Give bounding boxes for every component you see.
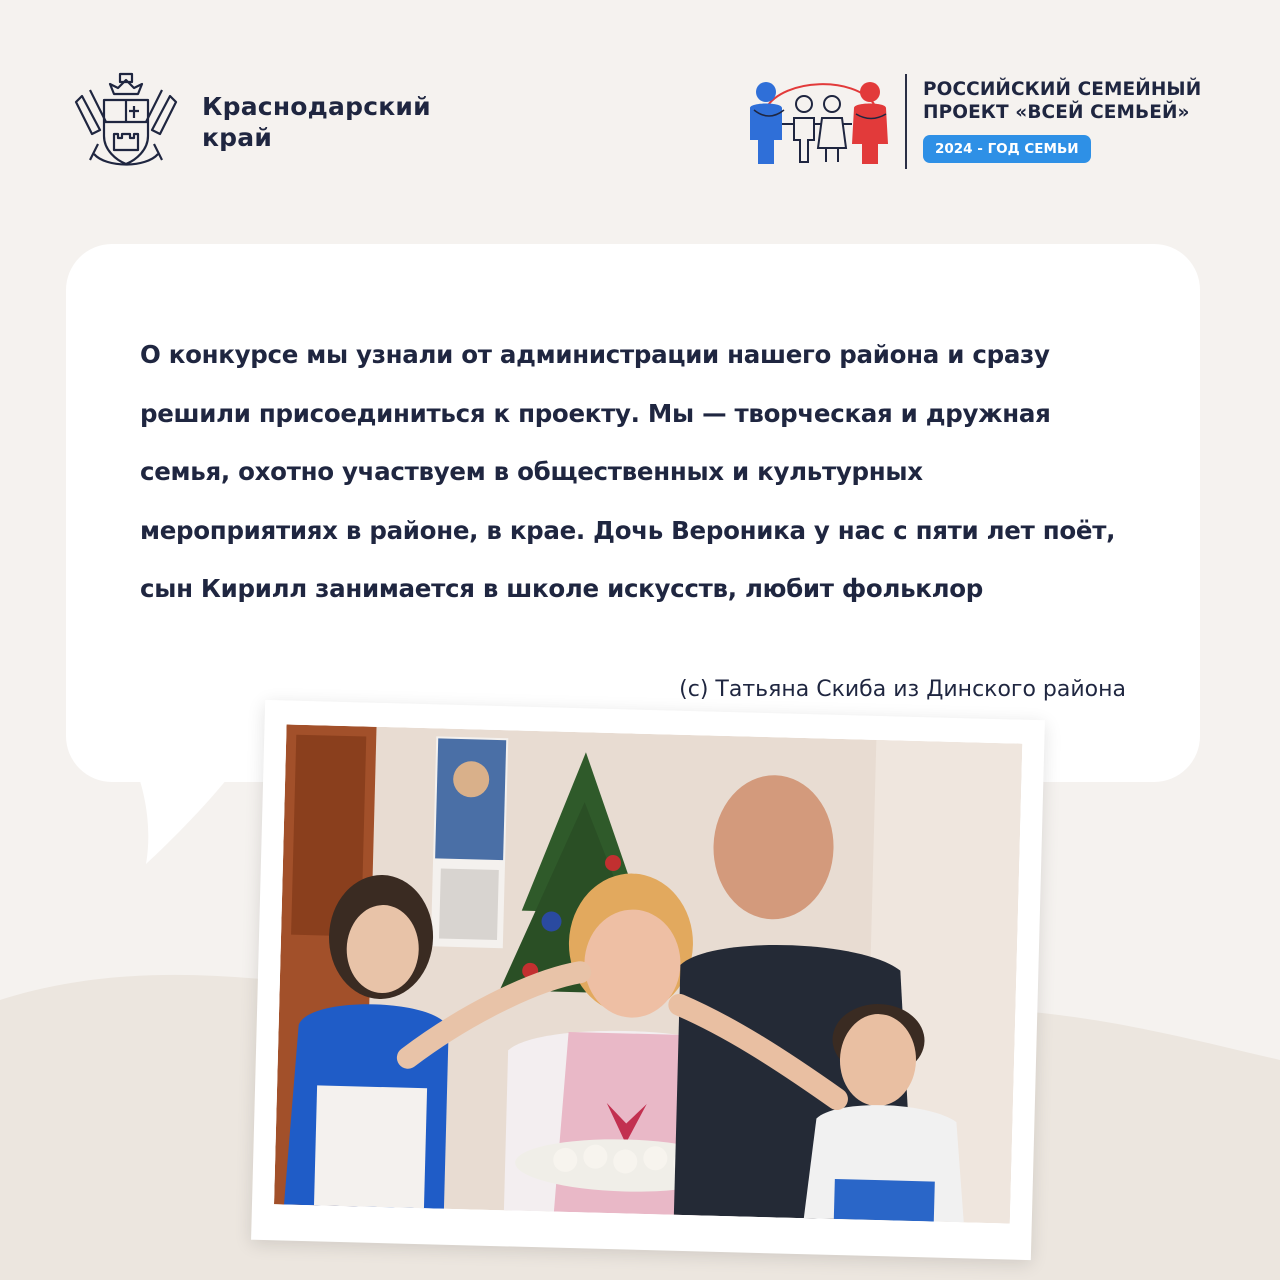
region-name: Краснодарский край <box>202 92 431 152</box>
krasnodar-coat-of-arms-icon <box>70 70 182 174</box>
quote-bubble-tail <box>132 760 242 870</box>
header-divider <box>905 74 907 169</box>
family-photo-card <box>251 700 1045 1260</box>
year-badge: 2024 - ГОД СЕМЬИ <box>923 135 1091 163</box>
family-photo <box>274 724 1022 1223</box>
region-brand <box>70 70 462 174</box>
family-photo-illustration <box>274 724 1022 1223</box>
family-figures-icon <box>744 74 892 168</box>
project-title: РОССИЙСКИЙ СЕМЕЙНЫЙ ПРОЕКТ «ВСЕЙ СЕМЬЕЙ» <box>923 79 1202 123</box>
quote-text: О конкурсе мы узнали от администрации нашего района и сразу решили присоединиться к проекту. Мы — творческая и дружная семья, охотно участвуем в общественных и культурных мероприятиях в районе, в крае. Дочь Вероника у нас с пяти лет поёт, сын Кирилл занимается в школе искусств, любит фольклор <box>140 340 1116 603</box>
quote-author: (с) Татьяна Скиба из Динского района <box>679 677 1126 702</box>
